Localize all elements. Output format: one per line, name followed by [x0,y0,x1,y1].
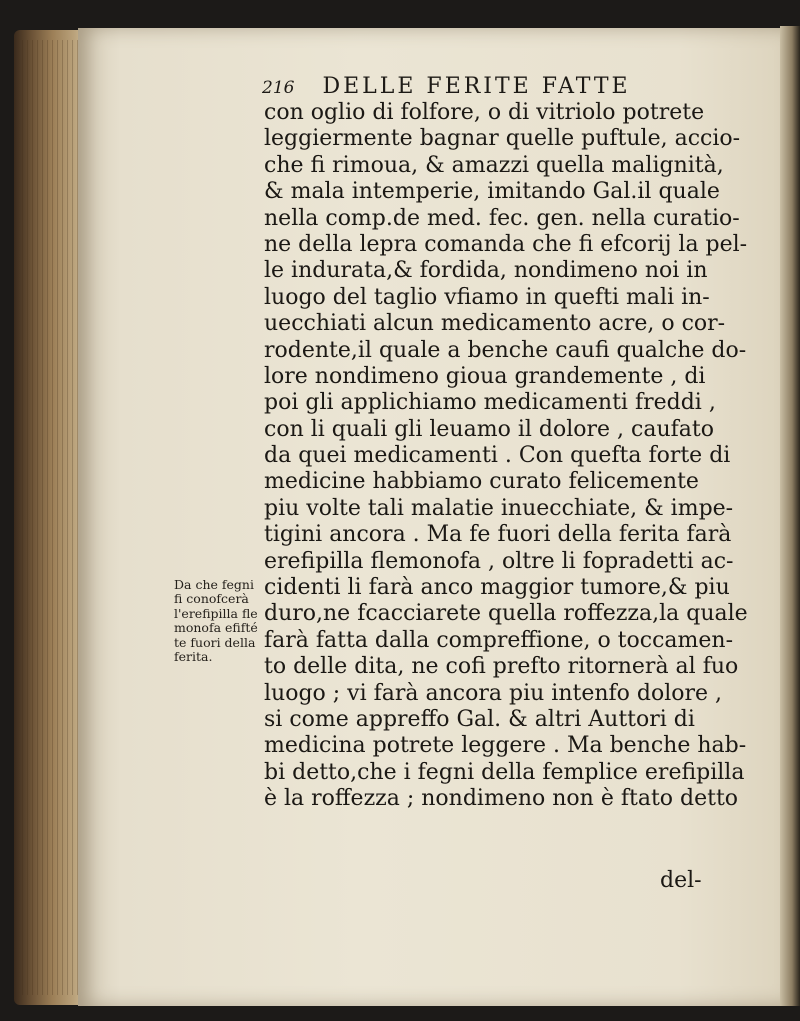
text-line: farà fatta dalla compreffione, o toccamen- [264,627,734,653]
text-line: to delle dita, ne cofi prefto ritornerà al fuo [264,654,739,680]
text-line: poi gli applichiamo medicamenti freddi , [264,390,716,416]
marginal-note [174,578,264,664]
text-line: uecchiati alcun medicamento acre, o cor- [264,311,726,337]
marginal-line: fi conofcerà [174,591,249,607]
page-number: 216 [262,78,295,98]
text-line: cidenti li farà anco maggior tumore,& piu [264,575,730,601]
marginal-line: Da che fegni [174,577,254,592]
catchword: del- [660,868,702,893]
text-line: si come appreffo Gal. & altri Auttori di [264,706,695,732]
text-line: da quei medicamenti . Con quefta forte di [264,443,731,469]
text-line: & mala intemperie, imitando Gal.il quale [264,179,720,205]
text-line: tigini ancora . Ma fe fuori della ferita farà [264,522,732,548]
text-line: con li quali gli leuamo il dolore , caufato [264,416,714,442]
main-text-block [264,100,748,813]
text-line: lore nondimeno gioua grandemente , di [264,363,706,389]
text-line: luogo ; vi farà ancora piu intenfo dolore , [264,680,723,706]
text-line: medicine habbiamo curato felicemente [264,469,699,495]
page-edges [22,40,80,995]
text-line: è la roffezza ; nondimeno non è ftato detto [264,786,739,812]
marginal-line: l'erefipilla fle [174,605,258,621]
running-title: DELLE FERITE FATTE [322,74,631,99]
text-line: medicina potrete leggere . Ma benche hab- [264,733,747,759]
text-line: luogo del taglio vfiamo in quefti mali in- [264,284,710,310]
marginal-line: ferita. [174,649,213,665]
text-line: leggiermente bagnar quelle puftule, accio- [264,126,741,152]
marginal-line: te fuori della [174,634,256,650]
text-line: che fi rimoua, & amazzi quella malignità, [264,152,724,178]
text-line: le indurata,& fordida, nondimeno noi in [264,258,708,284]
facing-page-edge [780,26,800,1006]
text-line: piu volte tali malatie inuecchiate, & impe- [264,495,734,521]
text-line: erefipilla flemonofa , oltre li fopradetti ac- [264,548,734,574]
text-line: ne della lepra comanda che fi efcorij la pel- [264,231,748,257]
text-line: rodente,il quale a benche caufi qualche do- [264,337,747,363]
text-line: duro,ne fcacciarete quella roffezza,la quale [264,601,748,627]
text-line: con oglio di folfore, o di vitriolo potrete [264,100,705,125]
marginal-line: monofa efifté [174,620,258,636]
text-line: nella comp.de med. fec. gen. nella curatio- [264,205,740,231]
text-line: bi detto,che i fegni della femplice erefipilla [264,759,745,785]
